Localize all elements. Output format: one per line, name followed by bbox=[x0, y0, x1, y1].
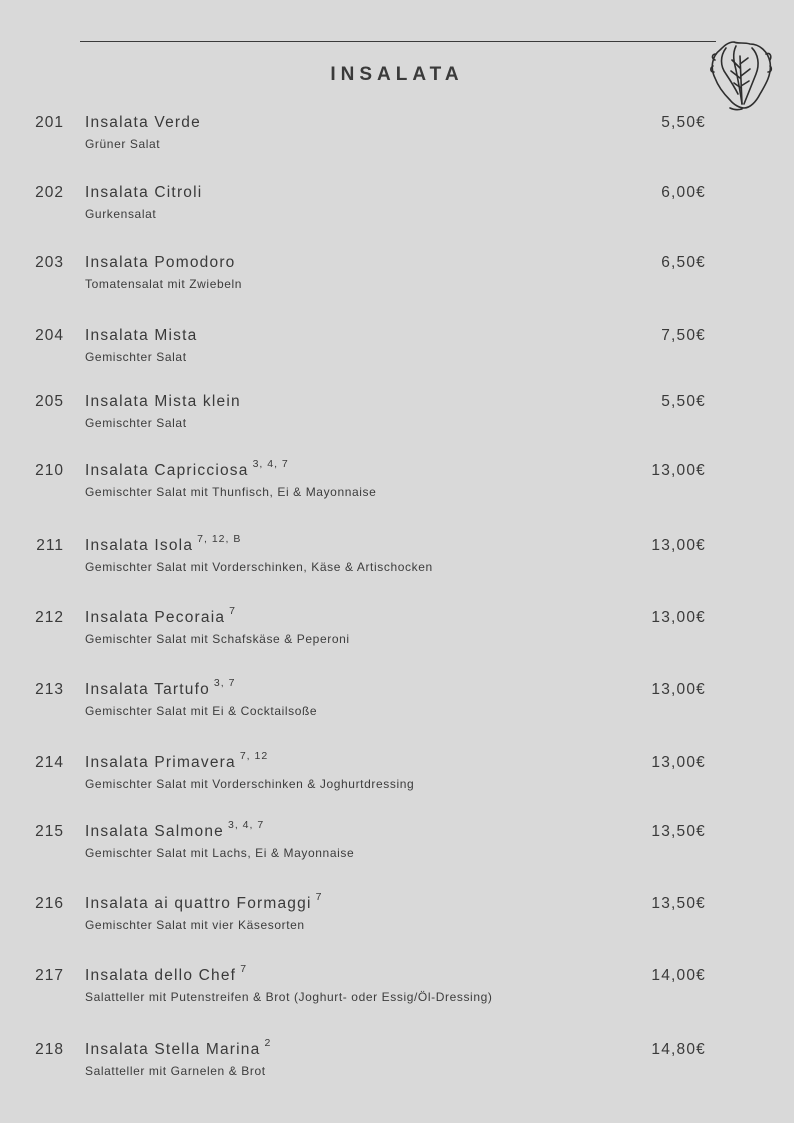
menu-item bbox=[0, 254, 794, 304]
item-name-text: Insalata Stella Marina bbox=[85, 1041, 261, 1058]
lettuce-icon bbox=[706, 38, 776, 112]
item-number: 203 bbox=[35, 254, 64, 271]
item-description: Gemischter Salat mit vier Käsesorten bbox=[85, 918, 305, 932]
item-number: 218 bbox=[35, 1041, 64, 1058]
item-name bbox=[85, 677, 236, 699]
item-name-text: Insalata Citroli bbox=[85, 184, 203, 201]
item-price: 13,50€ bbox=[651, 823, 706, 840]
item-name bbox=[85, 750, 269, 772]
item-description: Gemischter Salat bbox=[85, 416, 187, 430]
item-name bbox=[85, 254, 236, 272]
menu-item bbox=[0, 605, 794, 659]
item-description: Gemischter Salat mit Vorderschinken & Joghurtdressing bbox=[85, 777, 415, 791]
item-description: Gemischter Salat mit Lachs, Ei & Mayonnaise bbox=[85, 846, 355, 860]
menu-item bbox=[0, 819, 794, 873]
page-title: INSALATA bbox=[330, 64, 464, 85]
item-name bbox=[85, 891, 323, 913]
menu-item bbox=[0, 750, 794, 804]
item-name-text: Insalata Mista bbox=[85, 327, 198, 344]
item-name-text: Insalata Tartufo bbox=[85, 681, 210, 698]
item-name-text: Insalata ai quattro Formaggi bbox=[85, 895, 312, 912]
item-number: 215 bbox=[35, 823, 64, 840]
item-price: 13,00€ bbox=[651, 537, 706, 554]
item-description: Grüner Salat bbox=[85, 137, 161, 151]
item-description: Gemischter Salat bbox=[85, 350, 187, 364]
item-number: 214 bbox=[35, 754, 64, 771]
item-price: 13,50€ bbox=[651, 895, 706, 912]
item-number: 205 bbox=[35, 393, 64, 410]
item-name-text: Insalata dello Chef bbox=[85, 967, 237, 984]
item-name bbox=[85, 327, 197, 345]
item-description: Tomatensalat mit Zwiebeln bbox=[85, 277, 243, 291]
item-name bbox=[85, 963, 248, 985]
allergen-codes: 7 bbox=[240, 963, 248, 975]
item-name bbox=[85, 184, 202, 202]
allergen-codes: 7 bbox=[315, 891, 323, 903]
item-price: 13,00€ bbox=[651, 462, 706, 479]
item-name bbox=[85, 393, 241, 411]
allergen-codes: 7, 12, B bbox=[197, 533, 242, 545]
item-description: Gemischter Salat mit Thunfisch, Ei & Mayonnaise bbox=[85, 485, 377, 499]
menu-item bbox=[0, 327, 794, 377]
item-number: 201 bbox=[35, 114, 64, 131]
item-name-text: Insalata Verde bbox=[85, 114, 201, 131]
menu-item bbox=[0, 184, 794, 234]
item-price: 6,50€ bbox=[661, 254, 706, 271]
item-description: Gemischter Salat mit Vorderschinken, Käse & Artischocken bbox=[85, 560, 433, 574]
item-price: 13,00€ bbox=[651, 609, 706, 626]
menu-item bbox=[0, 677, 794, 731]
item-price: 13,00€ bbox=[651, 754, 706, 771]
item-name bbox=[85, 458, 289, 480]
item-name-text: Insalata Capricciosa bbox=[85, 462, 249, 479]
item-price: 14,00€ bbox=[651, 967, 706, 984]
item-number: 213 bbox=[35, 681, 64, 698]
allergen-codes: 3, 7 bbox=[213, 677, 236, 689]
item-name-text: Insalata Primavera bbox=[85, 754, 236, 771]
item-number: 217 bbox=[35, 967, 64, 984]
item-description: Salatteller mit Garnelen & Brot bbox=[85, 1064, 266, 1078]
item-name bbox=[85, 533, 242, 555]
menu-item bbox=[0, 891, 794, 945]
item-name bbox=[85, 1037, 272, 1059]
item-name bbox=[85, 114, 201, 132]
item-price: 5,50€ bbox=[661, 114, 706, 131]
allergen-codes: 3, 4, 7 bbox=[227, 819, 265, 831]
item-description: Salatteller mit Putenstreifen & Brot (Joghurt- oder Essig/Öl-Dressing) bbox=[85, 990, 493, 1004]
allergen-codes: 7 bbox=[229, 605, 237, 617]
item-name-text: Insalata Isola bbox=[85, 537, 194, 554]
menu-item bbox=[0, 1037, 794, 1091]
item-number: 202 bbox=[35, 184, 64, 201]
menu-item bbox=[0, 114, 794, 164]
item-number: 212 bbox=[35, 609, 64, 626]
item-description: Gurkensalat bbox=[85, 207, 157, 221]
item-price: 6,00€ bbox=[661, 184, 706, 201]
item-number: 210 bbox=[35, 462, 64, 479]
item-description: Gemischter Salat mit Schafskäse & Peperoni bbox=[85, 632, 350, 646]
menu-item bbox=[0, 533, 794, 587]
item-number: 216 bbox=[35, 895, 64, 912]
item-price: 7,50€ bbox=[661, 327, 706, 344]
allergen-codes: 7, 12 bbox=[239, 750, 269, 762]
menu-item bbox=[0, 963, 794, 1017]
menu-item bbox=[0, 393, 794, 443]
item-name bbox=[85, 819, 265, 841]
item-price: 14,80€ bbox=[651, 1041, 706, 1058]
item-name-text: Insalata Pecoraia bbox=[85, 609, 226, 626]
item-price: 5,50€ bbox=[661, 393, 706, 410]
item-name-text: Insalata Pomodoro bbox=[85, 254, 236, 271]
item-number: 204 bbox=[35, 327, 64, 344]
allergen-codes: 3, 4, 7 bbox=[252, 458, 289, 470]
menu-item bbox=[0, 458, 794, 512]
item-price: 13,00€ bbox=[651, 681, 706, 698]
item-name bbox=[85, 605, 237, 627]
item-number: 211 bbox=[36, 537, 64, 554]
allergen-codes: 2 bbox=[264, 1037, 272, 1049]
item-name-text: Insalata Salmone bbox=[85, 823, 224, 840]
item-description: Gemischter Salat mit Ei & Cocktailsoße bbox=[85, 704, 318, 718]
header-rule bbox=[80, 41, 716, 42]
item-name-text: Insalata Mista klein bbox=[85, 393, 241, 410]
